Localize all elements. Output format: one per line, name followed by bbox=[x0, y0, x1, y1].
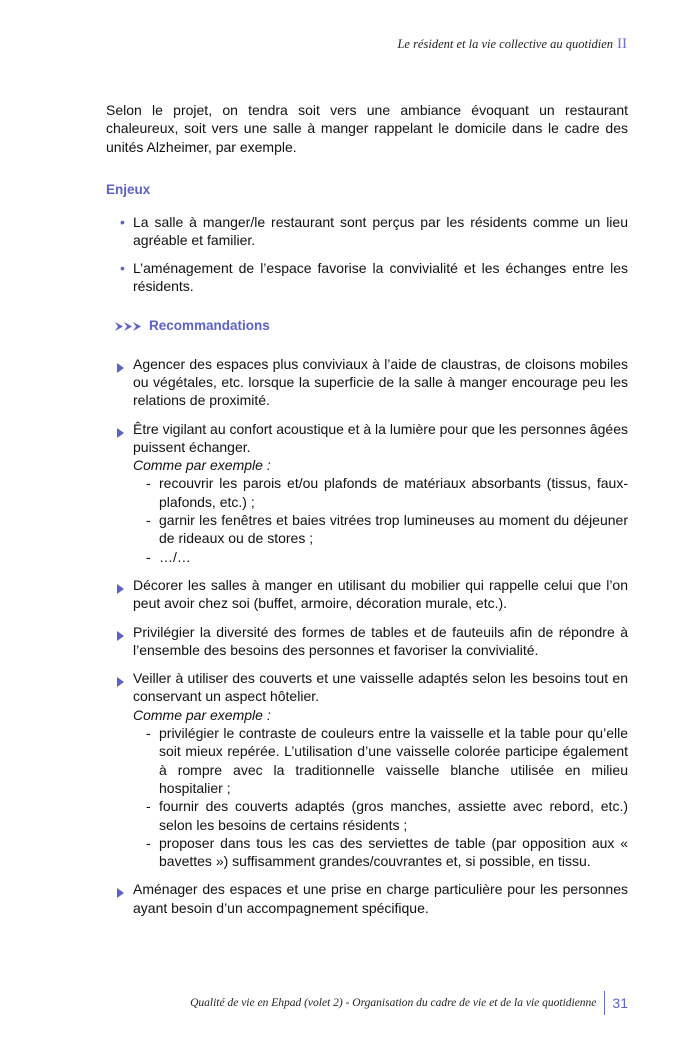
reco-item bbox=[106, 669, 628, 870]
section-number: II bbox=[617, 36, 627, 52]
page-number: 31 bbox=[612, 995, 628, 1011]
example-label: Comme par exemple : bbox=[133, 706, 271, 723]
enjeux-item-text: La salle à manger/le restaurant sont perçus par les résidents comme un lieu agréable et familier. bbox=[133, 214, 628, 249]
triangle-bullet-icon bbox=[117, 359, 124, 377]
recommandations-list bbox=[106, 355, 628, 917]
page-body bbox=[106, 101, 628, 927]
recommandations-title: Recommandations bbox=[149, 318, 270, 334]
reco-item-text: Être vigilant au confort acoustique et à la lumière pour que les personnes âgées puissent échanger. bbox=[133, 420, 628, 455]
reco-item-text: Veiller à utiliser des couverts et une vaisselle adaptés selon les besoins tout en conservant un aspect hôtelier. bbox=[133, 670, 628, 705]
reco-item bbox=[106, 623, 628, 660]
reco-item-text: Privilégier la diversité des formes de tables et de fauteuils afin de répondre à l’ensemble des besoins des personnes et favoriser la convivialité. bbox=[133, 623, 628, 658]
triple-arrow-icon bbox=[115, 322, 143, 331]
example-list bbox=[133, 474, 628, 565]
enjeux-item bbox=[106, 213, 628, 250]
enjeux-item bbox=[106, 259, 628, 296]
reco-item bbox=[106, 355, 628, 410]
triangle-bullet-icon bbox=[117, 627, 124, 645]
example-item: - garnir les fenêtres et baies vitrées trop lumineuses au moment du déjeuner de rideaux ou de stores ; bbox=[146, 512, 628, 547]
bullet-dot-icon: • bbox=[120, 214, 125, 231]
triangle-bullet-icon bbox=[117, 580, 124, 598]
running-title: Le résident et la vie collective au quotidien bbox=[397, 37, 613, 51]
triangle-bullet-icon bbox=[117, 673, 124, 691]
reco-item-text: Décorer les salles à manger en utilisant du mobilier qui rappelle celui que l’on peut avoir chez soi (buffet, armoire, décoration murale, etc.). bbox=[133, 576, 628, 612]
footer-text: Qualité de vie en Ehpad (volet 2) - Organisation du cadre de vie et de la vie quotidienne bbox=[190, 997, 597, 1009]
example-item: - proposer dans tous les cas des serviettes de table (par opposition aux « bavettes ») suffisamment grandes/couvrantes et, si possible, en tissu. bbox=[146, 834, 628, 870]
footer-divider bbox=[604, 991, 605, 1015]
triangle-bullet-icon bbox=[117, 424, 124, 442]
reco-item bbox=[106, 880, 628, 917]
example-item: - privilégier le contraste de couleurs entre la vaisselle et la table pour qu’elle soit mieux repérée. L’utilisation d’une vaisselle colorée participe également à rompre avec la traditionnelle vaisselle blanche utilisée en milieu hospitalier ; bbox=[146, 725, 628, 796]
example-list bbox=[133, 724, 628, 870]
example-label: Comme par exemple : bbox=[133, 457, 271, 474]
reco-item-text: Aménager des espaces et une prise en charge particulière pour les personnes ayant besoin d’un accompagnement spécifique. bbox=[133, 881, 628, 916]
enjeux-heading: Enjeux bbox=[106, 181, 151, 197]
recommandations-heading bbox=[115, 317, 628, 335]
page-footer bbox=[190, 991, 628, 1015]
reco-item bbox=[106, 576, 628, 613]
example-item: - …/… bbox=[146, 548, 191, 565]
reco-item-text: Agencer des espaces plus conviviaux à l’aide de claustras, de cloisons mobiles ou végétales, etc. lorsque la superficie de la salle à manger encourage peu les relations de proximité. bbox=[133, 355, 628, 409]
enjeux-item-text: L’aménagement de l’espace favorise la convivialité et les échanges entre les résidents. bbox=[133, 259, 628, 295]
example-item: - recouvrir les parois et/ou plafonds de matériaux absorbants (tissus, faux-plafonds, etc.) ; bbox=[146, 475, 628, 510]
reco-item bbox=[106, 420, 628, 566]
intro-paragraph: Selon le projet, on tendra soit vers une ambiance évoquant un restaurant chaleureux, soit vers une salle à manger rappelant le domicile dans le cadre des unités Alzheimer, par exemple. bbox=[106, 102, 628, 155]
example-item: - fournir des couverts adaptés (gros manches, assiette avec rebord, etc.) selon les besoins de certains résidents ; bbox=[146, 798, 628, 833]
enjeux-list bbox=[106, 213, 628, 295]
triangle-bullet-icon bbox=[117, 884, 124, 902]
bullet-dot-icon: • bbox=[120, 259, 125, 276]
running-header bbox=[397, 36, 627, 53]
